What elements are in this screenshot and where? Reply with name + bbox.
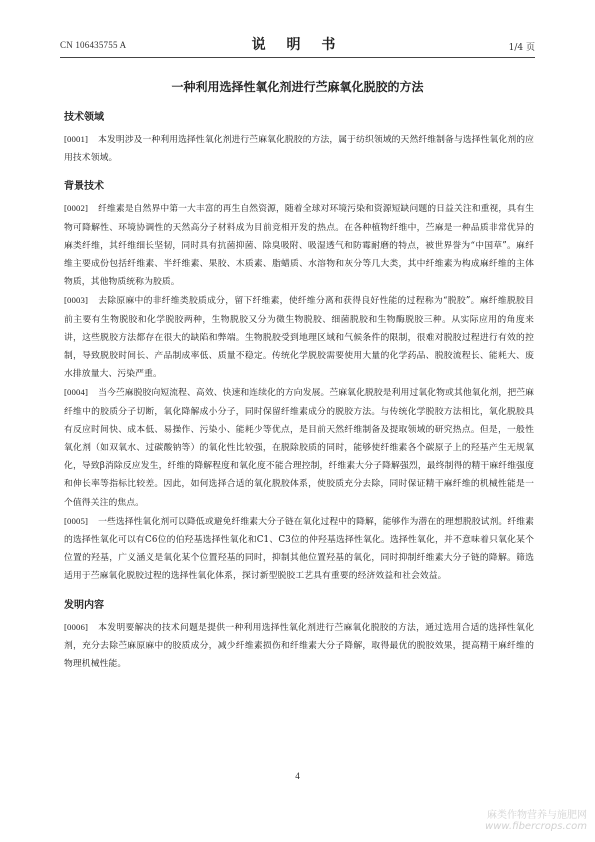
page-header (60, 34, 535, 56)
paragraph-text: 去除原麻中的非纤维类胶质成分，留下纤维素，使纤维分离和获得良好性能的过程称为“脱胶”。麻纤维脱胶目前主要有生物脱胶和化学脱胶两种，生物脱胶又分为微生物脱胶、细菌脱胶和生物酶脱胶三种。从实际应用的角度来讲，这些脱胶方法都存在很大的缺陷和弊端。生物脱胶受到地理区域和气候条件的限制，很难对脱胶过程进行有效的控制，导致脱胶时间长、产品制成率低、质量不稳定。传统化学脱胶需要使用大量的化学药品、脱胶流程长、能耗大、废水排放量大、污染严重。 (64, 296, 534, 380)
paragraph (64, 199, 534, 291)
watermark-text: 麻类作物营养与施肥网 (487, 810, 587, 821)
paragraph-number: [0001] (64, 134, 89, 144)
paragraph-text: 纤维素是自然界中第一大丰富的再生自然资源，随着全球对环境污染和资源短缺问题的日益关注和重视，具有生物可降解性、环境协调性的天然高分子材料成为目前竞相开发的热点。在各种植物纤维中，苎麻是一种品质非常优异的麻类纤维，其纤维细长坚韧，同时具有抗菌抑菌、除臭吸附、吸湿透气和防霉耐磨的特点，被世界誉为“中国草”。麻纤维主要成份包括纤维素、半纤维素、果胶、木质素、脂蜡质、水溶物和灰分等几大类，其中纤维素为构成麻纤维的主体物质，其他物质统称为胶质。 (64, 204, 535, 288)
section-background (64, 181, 534, 585)
section-heading: 背景技术 (64, 181, 104, 193)
paragraph-number: [0005] (64, 515, 89, 526)
paragraph-number: [0003] (64, 295, 89, 306)
paragraph (64, 512, 534, 586)
paragraph-text: 本发明要解决的技术问题是提供一种利用选择性氧化剂进行苎麻氧化脱胶的方法，通过选用合适的选择性氧化剂，充分去除苎麻原麻中的胶质成分，减少纤维素损伤和纤维素大分子降解，取得最优的脱胶效果，提高精干麻纤维的物理机械性能。 (64, 622, 534, 670)
patent-number: CN 106435755 A (60, 40, 127, 50)
page-number: 4 (295, 771, 300, 781)
watermark-url: www.fibercrops.com (485, 821, 587, 832)
document-title: 一种利用选择性氧化剂进行苎麻氧化脱胶的方法 (171, 80, 424, 94)
paragraph (64, 383, 534, 511)
section-heading: 技术领域 (64, 112, 104, 123)
paragraph-text: 一些选择性氧化剂可以降低或避免纤维素大分子链在氧化过程中的降解，能够作为潜在的理想脱胶试剂。纤维素的选择性氧化可以有C6位的伯羟基选择性氧化和C1、C3位的仲羟基选择性氧化。选择性氧化，并不意味着只氧化某个位置的羟基，广义涵义是氧化某个位置羟基的同时，抑制其他位置羟基的氧化，同时抑制纤维素大分子链的降解。筛选适用于苎麻氧化脱胶过程的选择性氧化体系，探讨新型脱胶工艺具有重要的经济效益和社会效益。 (64, 516, 535, 582)
section-heading: 发明内容 (64, 599, 104, 611)
site-watermark (485, 806, 587, 832)
page-indicator: 1/4 页 (508, 43, 535, 53)
document-body (64, 112, 534, 687)
document-type-heading: 说 明 书 (251, 37, 344, 53)
paragraph (64, 130, 534, 167)
header-divider (60, 57, 535, 58)
paragraph (64, 618, 534, 674)
paragraph-text: 本发明涉及一种利用选择性氧化剂进行苎麻氧化脱胶的方法，属于纺织领域的天然纤维制备与选择性氧化剂的应用技术领域。 (64, 135, 535, 164)
paragraph (64, 291, 534, 383)
paragraph-number: [0006] (64, 621, 89, 632)
paragraph-number: [0004] (64, 387, 89, 398)
section-summary (64, 600, 534, 674)
paragraph-text: 当今苎麻脱胶向短流程、高效、快速和连续化的方向发展。苎麻氧化脱胶是利用过氧化物或其他氧化剂，把苎麻纤维中的胶质分子切断，氧化降解成小分子，同时保留纤维素成分的脱胶方法。与传统化学脱胶方法相比，氧化脱胶具有反应时间快、成本低、易操作、污染小、能耗少等优点，是目前天然纤维制备及提取领域的研究热点。但是，一般性氧化剂（如双氧水、过碳酸钠等）的氧化性比较强，在脱除胶质的同时，能够使纤维素各个碳原子上的羟基产生无规氧化，导致β消除反应发生，纤维的降解程度和氧化度不能合理控制，纤维素大分子降解强烈，最终制得的精干麻纤维强度和伸长率等指标比较差。因此，如何选择合适的氧化脱胶体系，使胶质充分去除，同时保证精干麻纤维的机械性能是一个值得关注的焦点。 (64, 388, 535, 508)
paragraph-number: [0002] (64, 203, 89, 214)
section-technical-field (64, 112, 534, 167)
